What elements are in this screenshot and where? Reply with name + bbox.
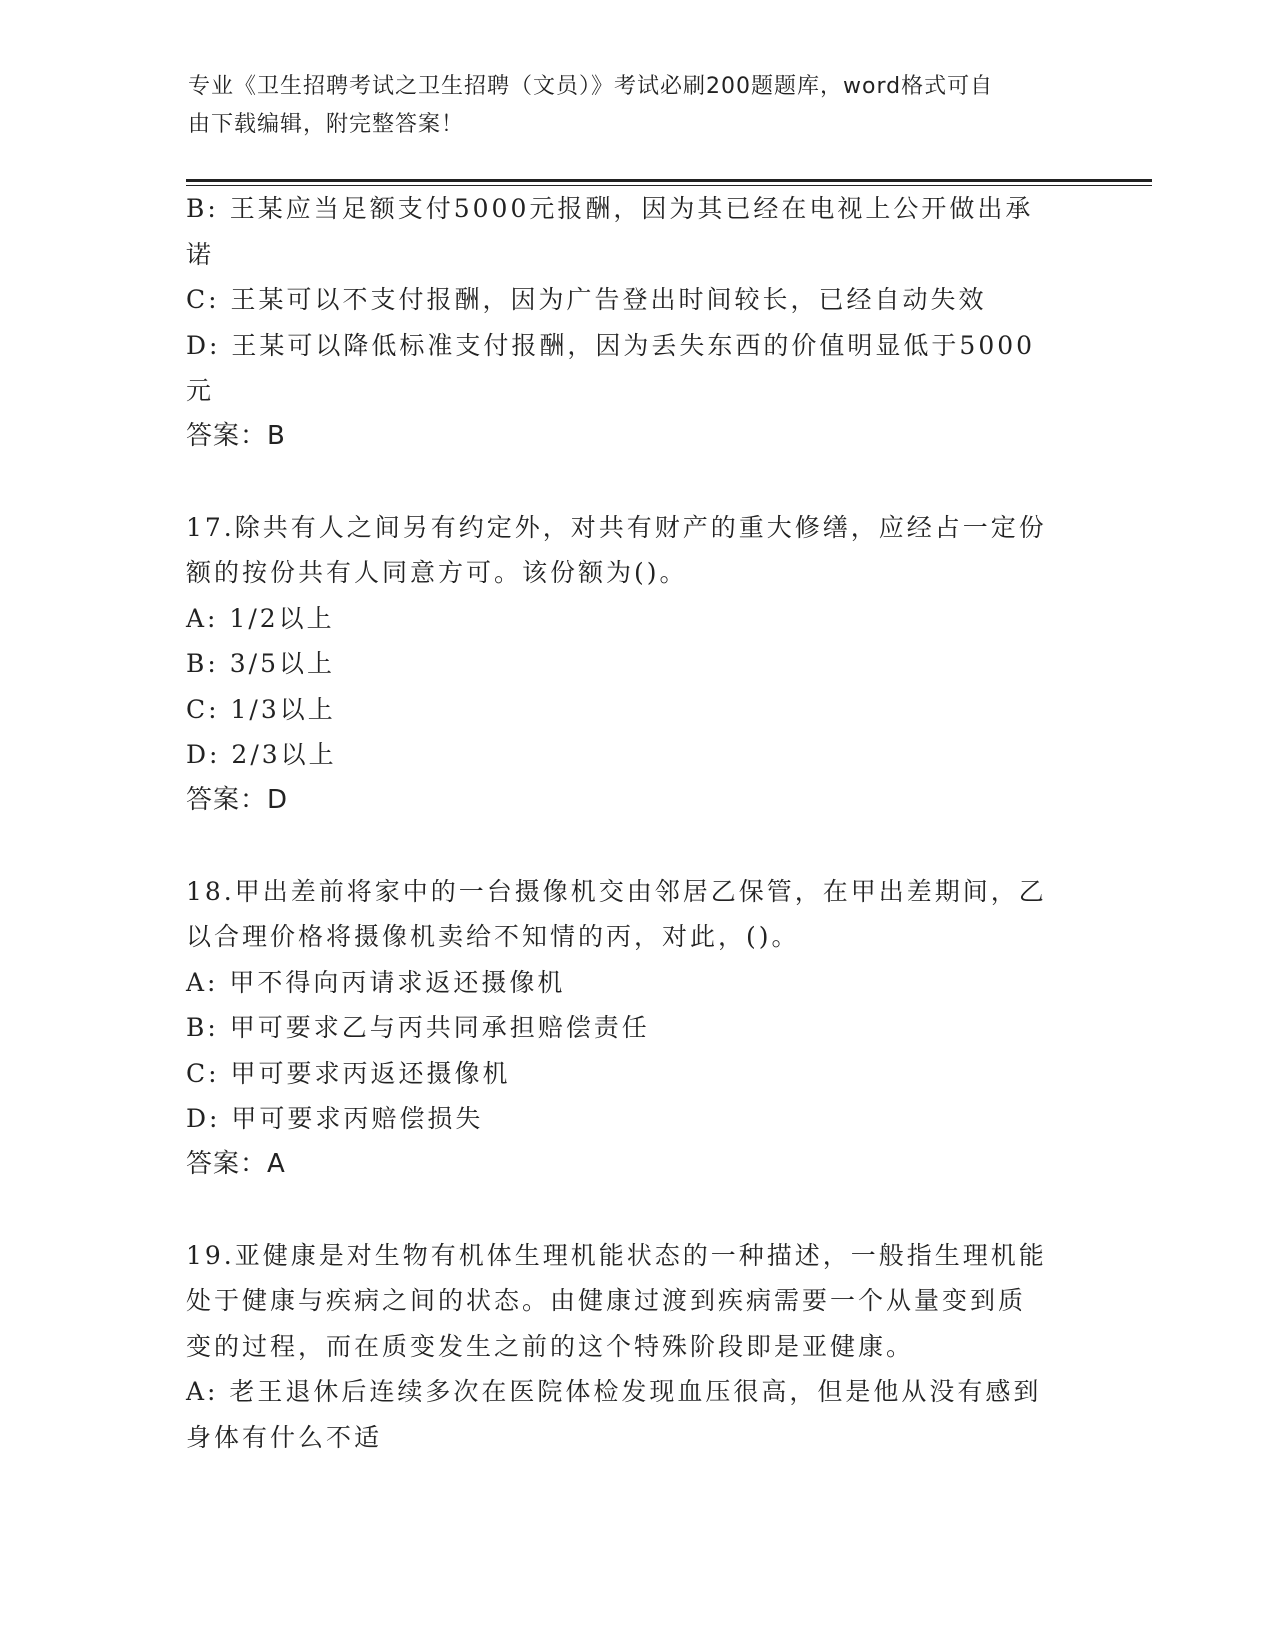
option-d-line-2: 元 [186,376,215,405]
option-a: A: 1/2以上 [186,603,335,633]
option-c: C: 甲可要求丙返还摄像机 [186,1058,511,1088]
option-d: D: 2/3以上 [186,740,337,769]
question-16-tail [186,186,1086,459]
spacer [186,823,1086,869]
question-stem-line-1: 19.亚健康是对生物有机体生理机能状态的一种描述，一般指生理机能 [186,1240,1047,1270]
header-rule-thick [186,179,1152,182]
question-17 [186,505,1086,824]
answer-17: 答案：D [186,784,289,815]
question-stem-line-1: 17.除共有人之间另有约定外，对共有财产的重大修缮，应经占一定份 [186,512,1047,542]
answer-18: 答案：A [186,1148,286,1179]
question-stem-line-2: 处于健康与疾病之间的状态。由健康过渡到疾病需要一个从量变到质 [186,1286,1027,1315]
option-c: C: 王某可以不支付报酬，因为广告登出时间较长，已经自动失效 [186,285,987,314]
question-18 [186,869,1086,1188]
option-a-line-1: A: 老王退休后连续多次在医院体检发现血压很高，但是他从没有感到 [186,1377,1042,1406]
question-stem-line-1: 18.甲出差前将家中的一台摄像机交由邻居乙保管，在甲出差期间，乙 [186,876,1047,906]
spacer [186,459,1086,505]
page-header [188,68,1068,144]
question-stem-line-3: 变的过程，而在质变发生之前的这个特殊阶段即是亚健康。 [186,1331,915,1361]
option-b-line-1: B: 王某应当足额支付5000元报酬，因为其已经在电视上公开做出承 [186,194,1034,223]
option-a: A: 甲不得向丙请求返还摄像机 [186,967,566,997]
answer-16: 答案：B [186,420,286,451]
question-stem-line-2: 额的按份共有人同意方可。该份额为()。 [186,558,688,587]
option-d-line-1: D: 王某可以降低标准支付报酬，因为丢失东西的价值明显低于5000 [186,330,1036,360]
document-body [186,186,1086,1460]
question-19 [186,1233,1086,1461]
option-b-line-2: 诺 [186,239,215,269]
header-line-2: 由下载编辑，附完整答案！ [188,112,465,137]
option-b: B: 甲可要求乙与丙共同承担赔偿责任 [186,1013,650,1042]
option-d: D: 甲可要求丙赔偿损失 [186,1104,484,1133]
option-b: B: 3/5以上 [186,649,335,678]
header-line-1: 专业《卫生招聘考试之卫生招聘（文员）》考试必刷200题题库，word格式可自 [188,74,994,99]
spacer [186,1187,1086,1233]
option-a-line-2: 身体有什么不适 [186,1422,383,1452]
option-c: C: 1/3以上 [186,694,336,724]
question-stem-line-2: 以合理价格将摄像机卖给不知情的丙，对此，()。 [186,922,800,951]
